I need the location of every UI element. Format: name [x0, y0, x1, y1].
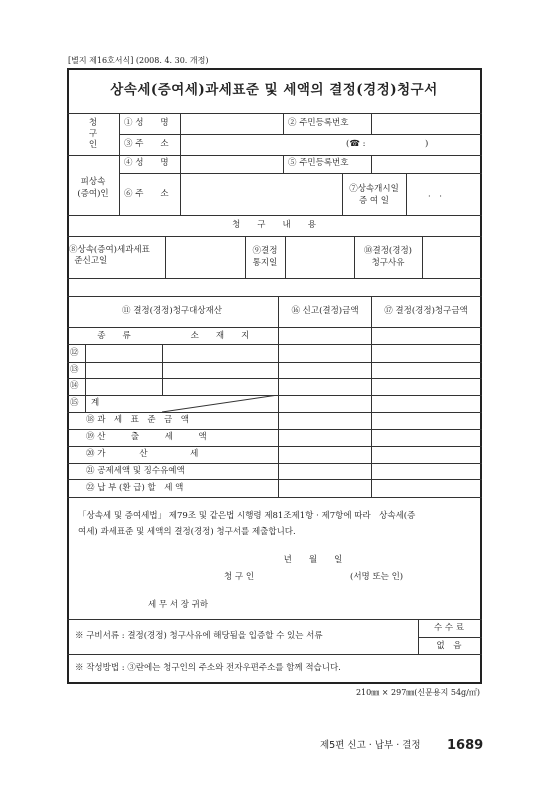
kind-header: 종 류	[97, 331, 131, 341]
deduction-label: ㉑ 공제세액 및 징수유예액	[86, 466, 185, 476]
statement-line-1: 「상속세 및 증여세법」 제79조 및 같은법 시행령 제81조제1항 · 제7항에 따라 상속세(증	[78, 511, 416, 521]
recipient-label: 세 무 서 장 귀하	[148, 600, 209, 610]
declaration-date-label: ⑧상속(증여)세과세표 준신고일	[69, 245, 150, 266]
decedent-section-label: 피상속 (증여)인	[77, 177, 109, 199]
decedent-name-field[interactable]	[181, 156, 282, 172]
fee-value: 없 음	[436, 641, 462, 651]
decedent-name-label: ④ 성 명	[124, 158, 169, 168]
tax-base-label: ⑱ 과 세 표 준 금 액	[86, 415, 189, 425]
statement-line-2: 여세) 과세표준 및 세액의 결정(경정) 청구서를 제출합니다.	[78, 527, 296, 537]
decedent-rrn-field[interactable]	[372, 156, 479, 172]
page-number: 1689	[447, 738, 484, 753]
instruction-note: ※ 작성방법 : ③란에는 청구인의 주소와 전자우편주소를 함께 적습니다.	[75, 663, 341, 673]
claimant-rrn-label: ② 주민등록번호	[288, 118, 349, 128]
decedent-rrn-label: ⑤ 주민등록번호	[288, 158, 349, 168]
decedent-address-label: ⑥ 주 소	[124, 189, 169, 199]
signature-label: (서명 또는 인)	[350, 572, 404, 582]
diagonal-strike	[162, 395, 278, 412]
declaration-date-field[interactable]	[166, 237, 244, 277]
location-header: 소 재 지	[190, 331, 250, 341]
date-line: 년 월 일	[283, 555, 343, 565]
row-number: ⑬	[70, 365, 79, 375]
fee-label: 수 수 료	[433, 623, 465, 633]
inheritance-date-label: ⑦상속개시일 증 여 일	[349, 184, 399, 206]
claimant-rrn-field[interactable]	[372, 114, 479, 133]
applicant-label: 청 구 인	[224, 572, 255, 582]
page-footer-section: 제5편 신고 · 납부 · 결정	[320, 740, 421, 751]
claimant-name-field[interactable]	[181, 114, 282, 133]
claimant-phone-close: )	[425, 139, 429, 149]
total-label: 계	[91, 398, 100, 408]
decedent-address-field[interactable]	[181, 174, 341, 214]
form-reference: [별지 제16호서식] (2008. 4. 30. 개정)	[68, 56, 209, 65]
notice-date-field[interactable]	[286, 237, 353, 277]
paper-size: 210㎜ × 297㎜(신문용지 54g/㎡)	[355, 688, 480, 697]
required-documents: ※ 구비서류 : 결정(경정) 청구사유에 해당됨을 입증할 수 있는 서류	[75, 631, 323, 641]
claim-reason-field[interactable]	[423, 237, 479, 277]
claimant-address-label: ③ 주 소	[124, 139, 169, 149]
claimant-section-label: 청 구 인	[88, 118, 98, 150]
claim-content-header: 청 구 내 용	[232, 220, 316, 230]
inheritance-date-field[interactable]: · ·	[428, 192, 442, 202]
additional-tax-label: ⑳ 가 산 세	[86, 449, 199, 459]
claimant-phone-label: (☎ :	[346, 139, 366, 149]
declared-amount-header: ⑯ 신고(결정)금액	[291, 306, 359, 316]
form-title: 상속세(증여세)과세표준 및 세액의 결정(경정)청구서	[110, 82, 438, 98]
notice-date-label: ⑨결정 통지일	[252, 246, 278, 268]
claimant-address-field[interactable]	[181, 135, 479, 154]
payable-tax-label: ㉒ 납 부 (환 급) 할 세 액	[86, 483, 184, 493]
row-number: ⑭	[70, 381, 79, 391]
claimant-name-label: ① 성 명	[124, 118, 169, 128]
row-number: ⑮	[70, 398, 79, 408]
row-number: ⑫	[70, 348, 79, 358]
computed-tax-label: ⑲ 산 출 세 액	[86, 432, 207, 442]
property-header: ⑪ 결정(경정)청구대상재산	[122, 306, 222, 316]
claimed-amount-header: ⑰ 결정(경정)청구금액	[384, 306, 468, 316]
claim-reason-label: ⑩결정(경정) 청구사유	[364, 246, 412, 268]
